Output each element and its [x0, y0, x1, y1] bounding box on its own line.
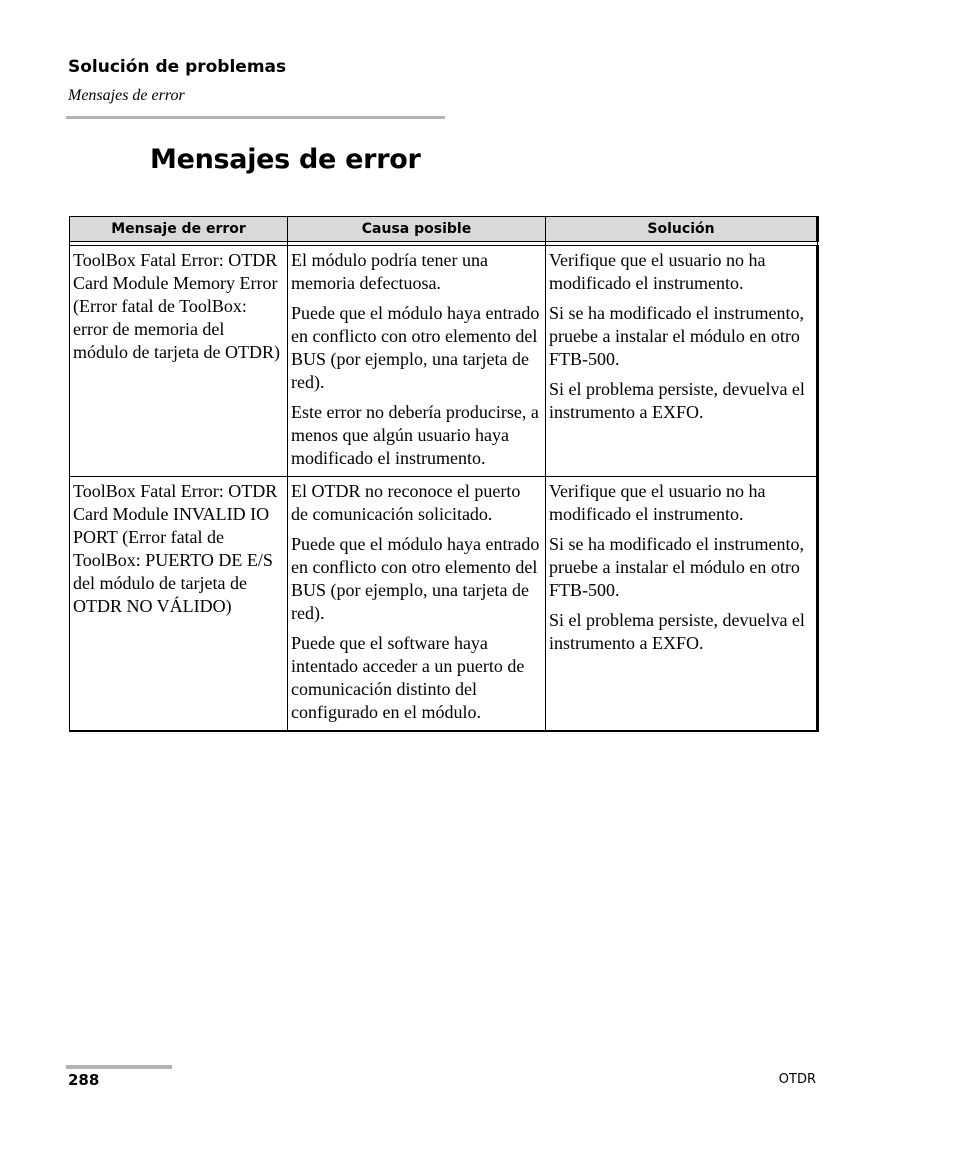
solution-cell: [546, 246, 818, 477]
solution-text: Si se ha modificado el instrumento, pruebe a instalar el módulo en otro FTB-500.: [549, 534, 804, 600]
solution-text: Si el problema persiste, devuelva el instrumento a EXFO.: [549, 379, 805, 422]
solution-text: Verifique que el usuario no ha modificado el instrumento.: [549, 481, 766, 524]
error-message-cell: [70, 477, 288, 732]
solution-cell: [546, 477, 818, 732]
table-header-row: [70, 217, 818, 242]
page-title: Mensajes de error: [150, 144, 421, 175]
footer-divider: [66, 1065, 172, 1069]
chapter-title: Solución de problemas: [68, 57, 287, 77]
cause-text: El OTDR no reconoce el puerto de comunicación solicitado.: [291, 481, 521, 524]
solution-text: Verifique que el usuario no ha modificado el instrumento.: [549, 250, 766, 293]
cause-text: Puede que el módulo haya entrado en conflicto con otro elemento del BUS (por ejemplo, una tarjeta de red).: [291, 303, 540, 392]
possible-cause-cell: [288, 477, 546, 732]
section-subtitle: Mensajes de error: [68, 87, 185, 104]
column-header-cause: Causa posible: [288, 217, 546, 242]
error-messages-table: [69, 216, 819, 732]
error-messages-table-container: [69, 216, 820, 732]
error-message-text: ToolBox Fatal Error: OTDR Card Module INVALID IO PORT (Error fatal de ToolBox: PUERTO DE E/S del módulo de tarjeta de OTDR NO VÁLIDO): [73, 481, 278, 616]
document-name: OTDR: [778, 1072, 816, 1087]
cause-text: El módulo podría tener una memoria defectuosa.: [291, 250, 488, 293]
column-header-message: Mensaje de error: [70, 217, 288, 242]
error-message-text: ToolBox Fatal Error: OTDR Card Module Memory Error (Error fatal de ToolBox: error de memoria del módulo de tarjeta de OTDR): [73, 250, 280, 362]
header-divider: [66, 116, 445, 119]
cause-text: Puede que el módulo haya entrado en conflicto con otro elemento del BUS (por ejemplo, una tarjeta de red).: [291, 534, 540, 623]
table-row: [70, 477, 818, 732]
page-number: 288: [68, 1071, 100, 1089]
cause-text: Este error no debería producirse, a menos que algún usuario haya modificado el instrumento.: [291, 402, 539, 468]
cause-text: Puede que el software haya intentado acceder a un puerto de comunicación distinto del configurado en el módulo.: [291, 633, 525, 722]
solution-text: Si se ha modificado el instrumento, pruebe a instalar el módulo en otro FTB-500.: [549, 303, 804, 369]
solution-text: Si el problema persiste, devuelva el instrumento a EXFO.: [549, 610, 805, 653]
possible-cause-cell: [288, 246, 546, 477]
table-row: [70, 246, 818, 477]
column-header-solution: Solución: [546, 217, 818, 242]
error-message-cell: [70, 246, 288, 477]
